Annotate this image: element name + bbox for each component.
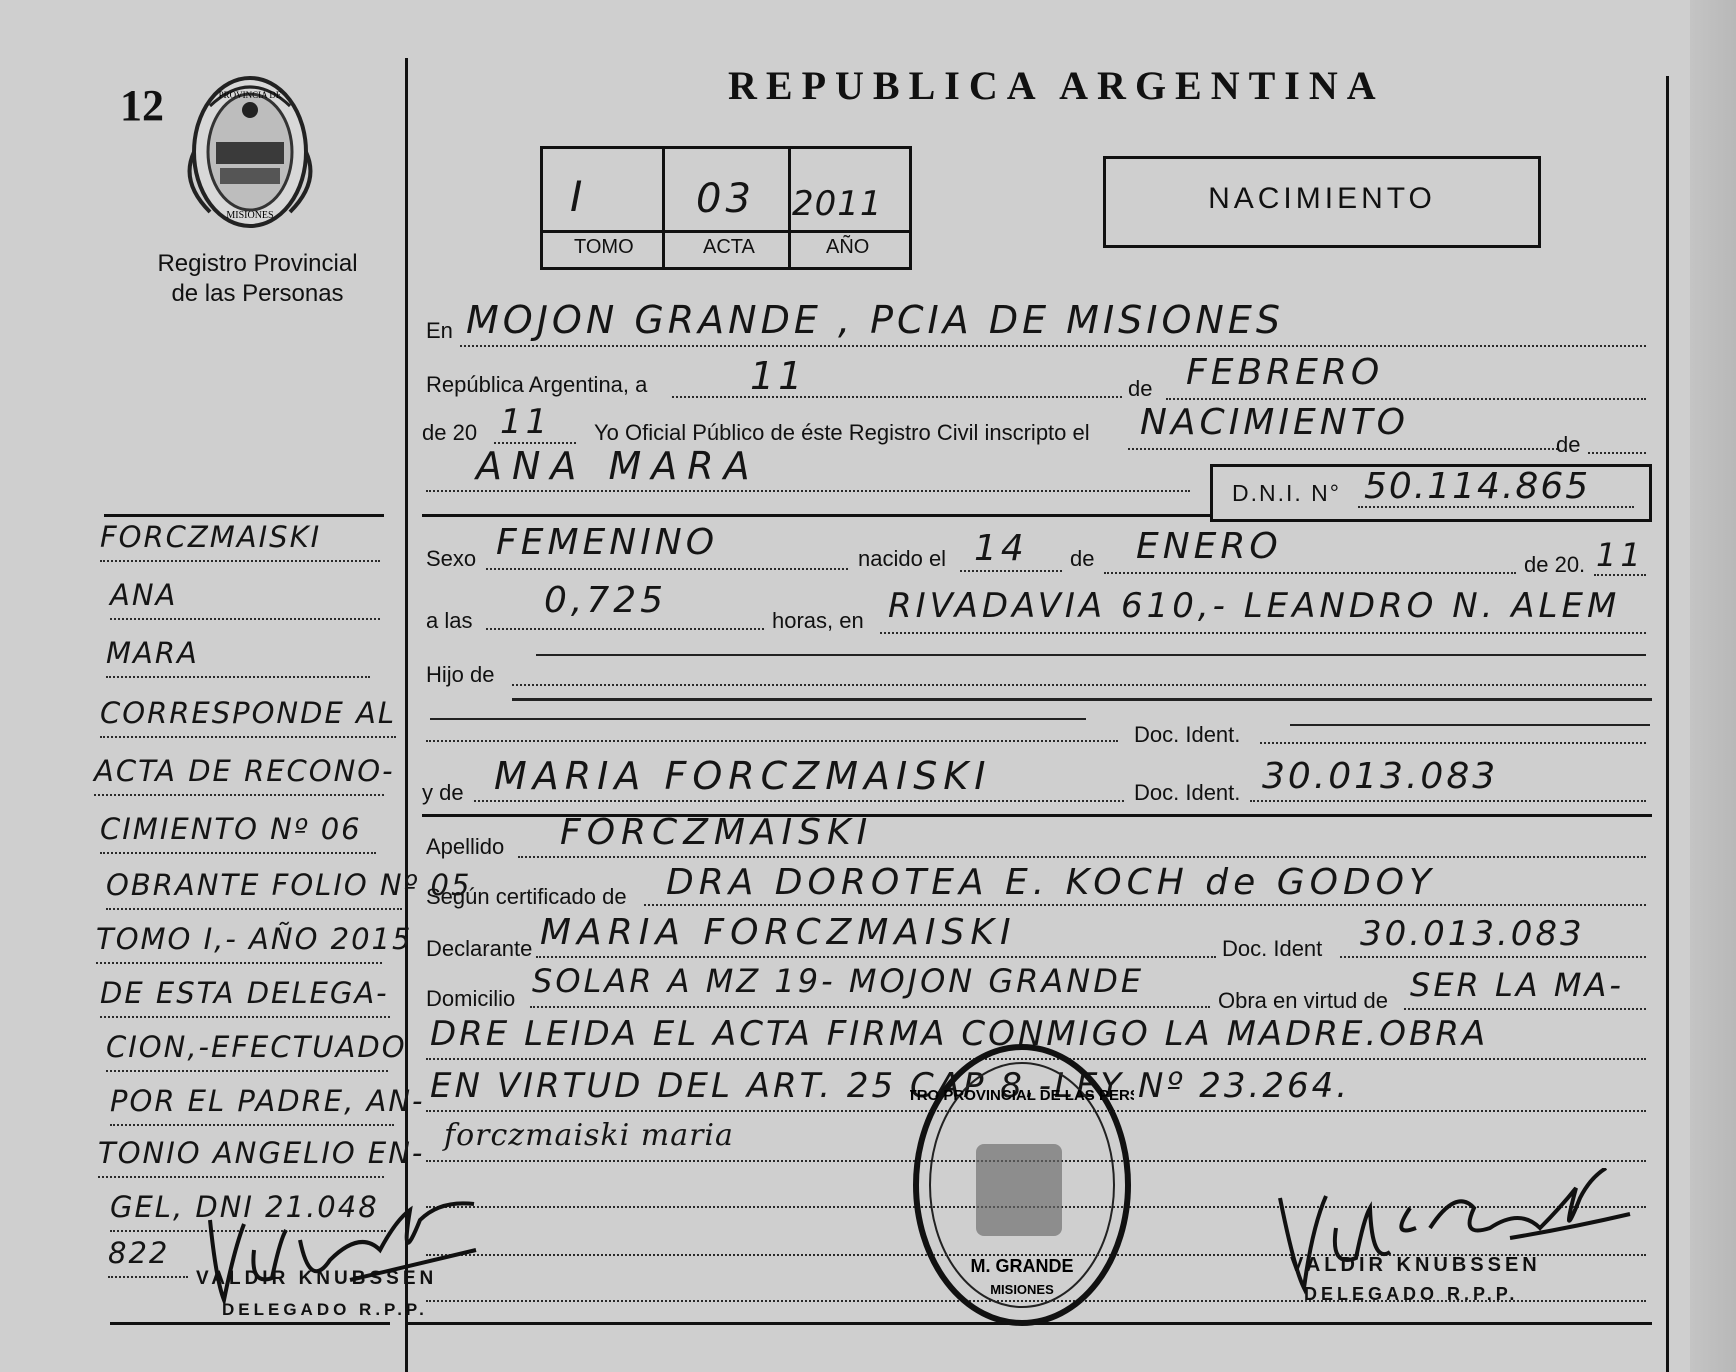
margin-note-line: OBRANTE FOLIO Nº 05 — [106, 868, 472, 902]
line-declarante — [536, 956, 1216, 958]
label-de-month: de — [1128, 376, 1153, 401]
official-name-right: VALDIR KNUBSSEN — [1290, 1254, 1541, 1276]
value-day: 11 — [750, 354, 807, 398]
margin-note-line: ANA — [110, 578, 178, 612]
line-month — [1166, 398, 1646, 400]
margin-note-underline — [110, 1124, 394, 1126]
margin-note-underline — [106, 1070, 388, 1072]
margin-note-line: FORCZMAISKI — [100, 520, 322, 554]
label-republica: República Argentina, a — [426, 372, 648, 397]
margin-note-underline — [106, 908, 402, 910]
value-event: NACIMIENTO — [1140, 402, 1409, 443]
line-time — [486, 628, 764, 630]
line-father — [426, 740, 1118, 742]
margin-note-line: GEL, DNI 21.048 — [110, 1190, 379, 1224]
margin-note-underline — [94, 794, 384, 796]
margin-note-underline — [100, 560, 380, 562]
line-domicilio — [530, 1006, 1210, 1008]
registry-line1: Registro Provincial — [157, 250, 358, 277]
margin-rule-top — [104, 514, 384, 517]
cancel-line-2 — [512, 698, 1652, 701]
page-number: 12 — [120, 81, 164, 130]
official-title-left: DELEGADO R.P.P. — [222, 1300, 428, 1319]
record-divider-2 — [788, 146, 791, 270]
label-doc-ident-2: Doc. Ident. — [1134, 780, 1241, 805]
line-hijo-de — [512, 684, 1646, 686]
section-rule-1 — [422, 514, 1210, 517]
label-hijo-de: Hijo de — [426, 662, 495, 687]
acta-value: 03 — [696, 176, 755, 222]
country-title: REPUBLICA ARGENTINA — [728, 63, 1385, 108]
margin-note-line: CORRESPONDE AL — [100, 696, 396, 730]
margin-note-underline — [100, 1016, 390, 1018]
registry-round-stamp — [910, 1040, 1134, 1330]
value-obra-line2: DRE LEIDA EL ACTA FIRMA CONMIGO LA MADRE.OBRA — [430, 1014, 1489, 1054]
value-obra: SER LA MA- — [1410, 966, 1624, 1004]
line-day — [672, 396, 1122, 398]
value-mother: MARIA FORCZMAISKI — [494, 754, 992, 798]
label-declarante: Declarante — [426, 936, 533, 961]
value-birth-day: 14 — [974, 528, 1028, 569]
label-de20-end: de 20. — [1524, 552, 1586, 577]
margin-note-line: TOMO I,- AÑO 2015 — [96, 922, 413, 956]
official-title-right: DELEGADO R.P.P. — [1304, 1284, 1519, 1304]
value-declarant-doc: 30.013.083 — [1360, 914, 1585, 954]
round-stamp-top: TRO PROVINCIAL DE LAS PER — [910, 1087, 1130, 1104]
seal-text-top: PROVINCIA DE — [218, 90, 282, 100]
record-type: NACIMIENTO — [1208, 182, 1436, 215]
value-surname: FORCZMAISKI — [560, 812, 874, 853]
anio-label: AÑO — [826, 236, 870, 258]
margin-note-line: DE ESTA DELEGA- — [100, 976, 389, 1010]
label-de-end: de — [1556, 432, 1581, 457]
record-divider-1 — [662, 146, 665, 270]
line-sexo — [486, 568, 848, 570]
value-domicile: SOLAR A MZ 19- MOJON GRANDE — [532, 962, 1145, 1000]
value-month: FEBRERO — [1186, 352, 1384, 393]
record-label-rule — [540, 230, 912, 233]
tomo-label: TOMO — [574, 236, 634, 258]
label-domicilio: Domicilio — [426, 986, 516, 1011]
line-birth-place — [880, 632, 1646, 634]
line-obra — [1404, 1008, 1646, 1010]
right-frame-border — [1666, 76, 1669, 1372]
label-doc-ident-1: Doc. Ident. — [1134, 722, 1241, 747]
value-birth-place: RIVADAVIA 610,- LEANDRO N. ALEM — [888, 586, 1621, 626]
page-edge-shadow — [1690, 0, 1736, 1372]
line-mother-doc — [1250, 800, 1646, 802]
acta-label: ACTA — [703, 236, 755, 258]
round-stamp-sub: MISIONES — [990, 1282, 1054, 1297]
cancel-line-4 — [1290, 724, 1650, 726]
value-obra-line3: EN VIRTUD DEL ART. 25 CAP 8.-LEY Nº 23.264. — [430, 1066, 1351, 1106]
label-horas-en: horas, en — [772, 608, 864, 633]
value-name: ANA MARA — [476, 444, 760, 488]
line-birth-year — [1594, 574, 1646, 576]
margin-rule-bottom — [110, 1322, 390, 1325]
margin-note-line: ACTA DE RECONO- — [94, 754, 395, 788]
margin-note-underline — [110, 618, 380, 620]
value-certificate: DRA DOROTEA E. KOCH de GODOY — [666, 862, 1436, 903]
margin-note-underline — [98, 1176, 384, 1178]
label-y-de: y de — [422, 780, 464, 805]
margin-note-line: CIMIENTO Nº 06 — [100, 812, 362, 846]
margin-note-underline — [96, 962, 382, 964]
margin-note-line: CION,-EFECTUADO — [106, 1030, 407, 1064]
label-obra: Obra en virtud de — [1218, 988, 1388, 1013]
line-declarant-doc — [1340, 956, 1646, 958]
line-father-doc — [1260, 742, 1646, 744]
label-sexo: Sexo — [426, 546, 477, 571]
line-en — [460, 345, 1646, 347]
line-de-end — [1588, 452, 1646, 454]
value-sex: FEMENINO — [496, 522, 719, 563]
value-year-suffix: 11 — [500, 402, 552, 442]
label-en: En — [426, 318, 453, 343]
label-yo-oficial: Yo Oficial Público de éste Registro Civil inscripto el — [594, 420, 1090, 445]
margin-note-line: POR EL PADRE, AN- — [110, 1084, 425, 1118]
label-de20: de 20 — [422, 420, 478, 445]
tomo-value: I — [570, 172, 587, 221]
margin-note-underline — [108, 1276, 188, 1278]
line-birth-month — [1104, 572, 1516, 574]
line-name — [426, 490, 1190, 492]
margin-note-line: TONIO ANGELIO EN- — [98, 1136, 425, 1170]
label-doc-ident-3: Doc. Ident — [1222, 936, 1323, 961]
value-place: MOJON GRANDE , PCIA DE MISIONES — [466, 298, 1284, 342]
line-event — [1128, 448, 1558, 450]
anio-value: 2011 — [792, 184, 883, 224]
label-apellido: Apellido — [426, 834, 505, 859]
province-seal — [180, 72, 320, 232]
margin-note-underline — [106, 676, 370, 678]
label-dni: D.N.I. N° — [1232, 480, 1341, 506]
margin-note-underline — [100, 736, 396, 738]
official-name-left: VALDIR KNUBSSEN — [196, 1268, 438, 1289]
value-mother-doc: 30.013.083 — [1262, 756, 1499, 797]
line-apellido — [518, 856, 1646, 858]
cancel-line-1 — [536, 654, 1646, 656]
margin-note-line: 822 — [108, 1236, 170, 1270]
registry-line2: de las Personas — [171, 280, 344, 307]
value-time: 0,725 — [544, 580, 668, 621]
label-a-las: a las — [426, 608, 473, 633]
seal-text-bottom: MISIONES — [226, 210, 274, 221]
value-birth-month: ENERO — [1136, 526, 1282, 567]
label-nacido-el: nacido el — [858, 546, 947, 571]
line-mother — [474, 800, 1124, 802]
value-birth-year: 11 — [1596, 536, 1645, 574]
line-birth-day — [960, 570, 1062, 572]
cancel-line-3 — [430, 718, 1086, 720]
value-signature: forczmaiski maria — [444, 1118, 734, 1153]
round-stamp-bottom: M. GRANDE — [970, 1256, 1074, 1276]
label-segun: Según certificado de — [426, 884, 627, 909]
label-de-birth: de — [1070, 546, 1095, 571]
line-segun — [644, 904, 1646, 906]
value-declarant: MARIA FORCZMAISKI — [540, 912, 1017, 953]
margin-note-underline — [100, 852, 376, 854]
margin-note-line: MARA — [106, 636, 199, 670]
value-dni: 50.114.865 — [1364, 466, 1591, 507]
